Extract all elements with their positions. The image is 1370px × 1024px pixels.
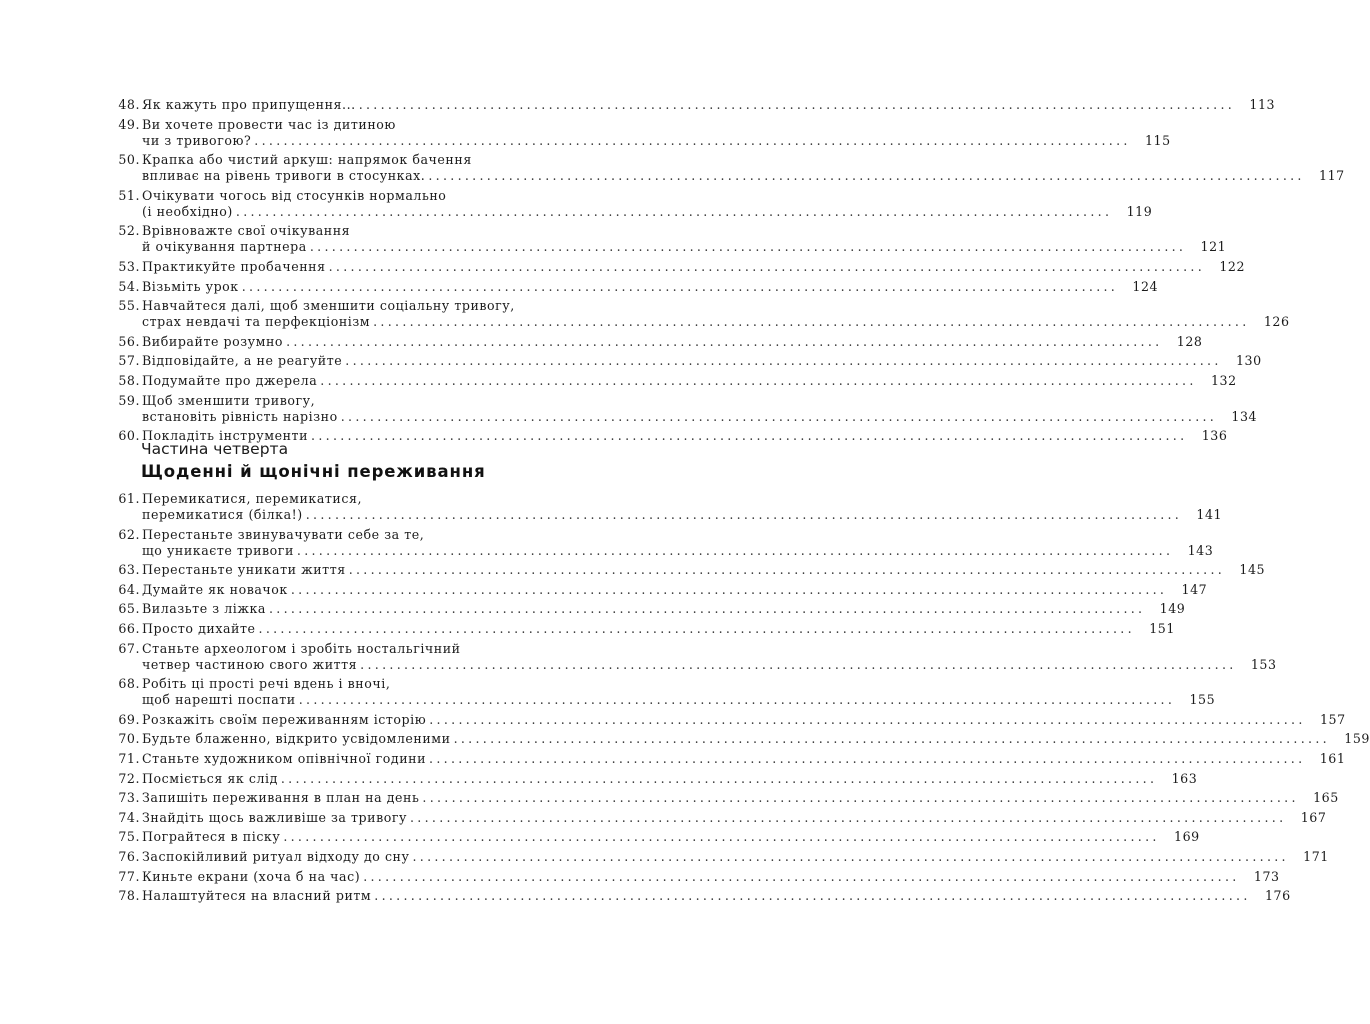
part-title: Щоденні й щонічні переживання [141,462,486,481]
entry-title-line: що уникаєте тривоги [142,542,294,558]
dot-leader: ........................................................................................................................ [410,809,1287,825]
entry-page-number: 165 [1313,790,1339,806]
entry-title-line: Відповідайте, а не реагуйте [142,353,343,369]
toc-entry [104,491,1223,523]
dot-leader: ........................................................................................................................ [268,601,1146,617]
toc-entry [104,809,1327,826]
toc-entry [104,640,1277,673]
part-label: Частина четверта [141,440,289,458]
toc-entry [104,888,1291,904]
toc-entry [104,676,1216,708]
entry-page-number: 124 [1132,278,1159,294]
dot-leader: ........................................................................................................................ [373,314,1250,330]
entry-page-number: 113 [1249,97,1276,112]
entry-number: 49. [118,116,140,132]
entry-title-line: Вибирайте розумно [142,333,284,349]
entry-page-number: 167 [1300,809,1327,825]
entry-page-number: 153 [1250,656,1277,672]
entry-title-line: Щоб зменшити тривогу, [142,392,316,408]
entry-title-line: Подумайте про джерела [142,372,318,388]
toc-entry [104,581,1208,598]
entry-title-line: Станьте археологом і зробіть ностальгічний [142,640,461,656]
entry-title-line: Розкажіть своїм переживанням історію [142,711,427,727]
entry-page-number: 128 [1176,333,1203,349]
entry-number: 66. [118,620,140,636]
entry-page-number: 155 [1189,692,1216,708]
toc-entry [104,353,1262,369]
entry-number: 57. [118,353,140,369]
entry-number: 55. [118,298,140,314]
entry-number: 59. [118,392,140,408]
dot-leader: ........................................................................................................................ [340,408,1218,424]
entry-title-line: Крапка або чистий аркуш: напрямок бачення [142,152,472,168]
dot-leader: ........................................................................................................................ [422,790,1299,806]
entry-number: 74. [118,809,140,825]
entry-number: 75. [118,829,140,845]
entry-number: 67. [118,640,140,656]
entry-number: 65. [118,601,140,617]
entry-number: 56. [118,333,140,349]
dot-leader: ........................................................................................................................ [258,620,1135,636]
entry-page-number: 151 [1149,620,1175,636]
entry-title-line: (і необхідно) [142,203,233,219]
entry-title-line: Киньте екрани (хоча б на час) [142,868,361,884]
toc-entry [104,298,1290,330]
dot-leader: ........................................................................................................................ [298,692,1176,708]
entry-page-number: 159 [1344,731,1370,747]
dot-leader: ........................................................................................................................ [374,888,1251,904]
entry-title-line: Просто дихайте [142,620,256,636]
toc-entry [104,829,1200,845]
entry-title-line: Будьте блаженно, відкрито усвідомленими [142,731,451,747]
entry-title-line: чи з тривогою? [142,132,252,148]
toc-entry [104,731,1370,747]
entry-page-number: 161 [1319,750,1346,766]
entry-page-number: 163 [1171,770,1198,786]
dot-leader: ........................................................................................................................ [283,829,1160,845]
dot-leader: ........................................................................................................................ [328,258,1206,274]
entry-title-line: Заспокійливий ритуал відходу до сну [142,848,410,864]
entry-page-number: 157 [1319,711,1346,727]
dot-leader: ........................................................................................................................ [290,581,1168,597]
entry-title-line: четвер частиною свого життя [142,656,358,672]
entry-page-number: 169 [1174,829,1200,845]
dot-leader: ........................................................................................................................ [286,333,1163,349]
dot-leader: ........................................................................................................................ [296,542,1174,558]
toc-entry [104,620,1175,637]
toc-entry [104,562,1266,578]
toc-entry [104,848,1329,865]
toc-entry [104,97,1276,113]
entry-page-number: 126 [1263,314,1290,330]
entry-title-line: щоб нарешті поспати [142,692,296,708]
entry-number: 71. [118,750,140,766]
entry-title-line: Практикуйте пробачення [142,258,326,274]
dot-leader: ........................................................................................................................ [412,848,1289,864]
dot-leader: ........................................................................................................................ [241,278,1119,294]
entry-title-line: Очікувати чогось від стосунків нормально [142,187,447,203]
entry-page-number: 143 [1187,542,1214,558]
toc-entry [104,711,1346,728]
dot-leader: ........................................................................................................................ [348,562,1226,578]
entry-title-line: Покладіть інструменти [142,428,309,444]
entry-title-line: Думайте як новачок [142,581,288,597]
toc-entry [104,526,1214,559]
toc-entry [104,790,1339,806]
entry-title-line: встановіть рівність нарізно [142,408,338,424]
dot-leader: ........................................................................................................................ [429,711,1306,727]
entry-number: 68. [118,676,140,692]
entry-page-number: 147 [1181,581,1208,597]
entry-title-line: Вилазьте з ліжка [142,601,266,617]
dot-leader: ........................................................................................................................ [453,731,1330,747]
entry-page-number: 119 [1126,203,1153,219]
toc-entry [104,116,1171,149]
entry-title-line: Ви хочете провести час із дитиною [142,116,396,132]
entry-page-number: 115 [1144,132,1171,148]
toc-list-part-3 [104,97,1345,448]
dot-leader: ........................................................................................................................ [305,507,1183,522]
entry-number: 70. [118,731,140,747]
entry-number: 61. [118,491,140,506]
dot-leader: ........................................................................................................................ [280,770,1158,786]
entry-title-line: впливає на рівень тривоги в стосунках. [142,168,426,184]
dot-leader: ........................................................................................................................ [360,656,1237,672]
entry-number: 53. [118,258,140,274]
entry-title-line: Перестаньте уникати життя [142,562,346,578]
entry-number: 48. [118,97,140,112]
entry-number: 62. [118,526,140,542]
entry-page-number: 130 [1235,353,1262,369]
entry-title-line: й очікування партнера [142,239,307,255]
dot-leader: ........................................................................................................................ [320,372,1197,388]
entry-page-number: 173 [1253,868,1280,884]
toc-entry [104,333,1203,350]
entry-number: 60. [118,428,140,444]
entry-number: 72. [118,770,140,786]
entry-title-line: Знайдіть щось важливіше за тривогу [142,809,407,825]
entry-page-number: 171 [1303,848,1329,864]
dot-leader: ........................................................................................................................ [254,132,1131,148]
entry-page-number: 132 [1210,372,1237,388]
entry-title-line: страх невдачі та перфекціонізм [142,314,371,330]
entry-title-line: Навчайтеся далі, щоб зменшити соціальну тривогу, [142,298,515,314]
toc-entry [104,770,1198,787]
entry-page-number: 122 [1219,258,1246,274]
entry-page-number: 149 [1159,601,1186,617]
entry-page-number: 121 [1200,239,1227,255]
entry-title-line: Посміється як слід [142,770,278,786]
toc-entry [104,372,1237,389]
dot-leader: ........................................................................................................................ [429,750,1306,766]
entry-page-number: 117 [1319,168,1345,184]
entry-title-line: Запишіть переживання в план на день [142,790,420,806]
toc-entry [104,258,1246,275]
toc-entry [104,750,1346,767]
dot-leader: ........................................................................................................................ [309,239,1187,255]
entry-title-line: Врівноважте свої очікування [142,223,351,239]
dot-leader: ........................................................................................................................ [235,203,1113,219]
entry-number: 78. [118,888,140,904]
entry-title-line: Станьте художником опівнічної години [142,750,427,766]
toc-entry [104,223,1227,255]
toc-entry [104,278,1159,295]
dot-leader: ........................................................................................................................ [363,868,1240,884]
entry-page-number: 141 [1196,507,1223,522]
entry-page-number: 145 [1239,562,1266,578]
entry-number: 77. [118,868,140,884]
dot-leader: ........................................................................................................................ [311,428,1188,444]
entry-title-line: Як кажуть про припущення... [142,97,356,112]
toc-entry [104,601,1186,617]
entry-title-line: Візьміть урок [142,278,239,294]
entry-title-line: Перемикатися, перемикатися, [142,491,363,506]
dot-leader: ........................................................................................................................ [358,97,1236,112]
entry-title-line: Пограйтеся в піску [142,829,281,845]
entry-title-line: Робіть ці прості речі вдень і вночі, [142,676,391,692]
entry-page-number: 176 [1264,888,1291,904]
entry-number: 51. [118,187,140,203]
entry-title-line: Перестаньте звинувачувати себе за те, [142,526,425,542]
entry-number: 58. [118,372,140,388]
entry-number: 63. [118,562,140,578]
entry-page-number: 134 [1231,408,1258,424]
entry-title-line: перемикатися (білка!) [142,507,303,522]
entry-number: 64. [118,581,140,597]
dot-leader: ........................................................................................................................ [345,353,1222,369]
toc-list-part-4 [104,491,1370,908]
entry-number: 54. [118,278,140,294]
entry-number: 69. [118,711,140,727]
entry-number: 52. [118,223,140,239]
toc-entry [104,187,1153,220]
toc-entry [104,868,1280,885]
entry-number: 76. [118,848,140,864]
toc-entry [104,392,1258,425]
entry-number: 73. [118,790,140,806]
entry-number: 50. [118,152,140,168]
toc-entry [104,152,1345,184]
dot-leader: ........................................................................................................................ [428,168,1305,184]
entry-page-number: 136 [1201,428,1228,444]
entry-title-line: Налаштуйтеся на власний ритм [142,888,372,904]
